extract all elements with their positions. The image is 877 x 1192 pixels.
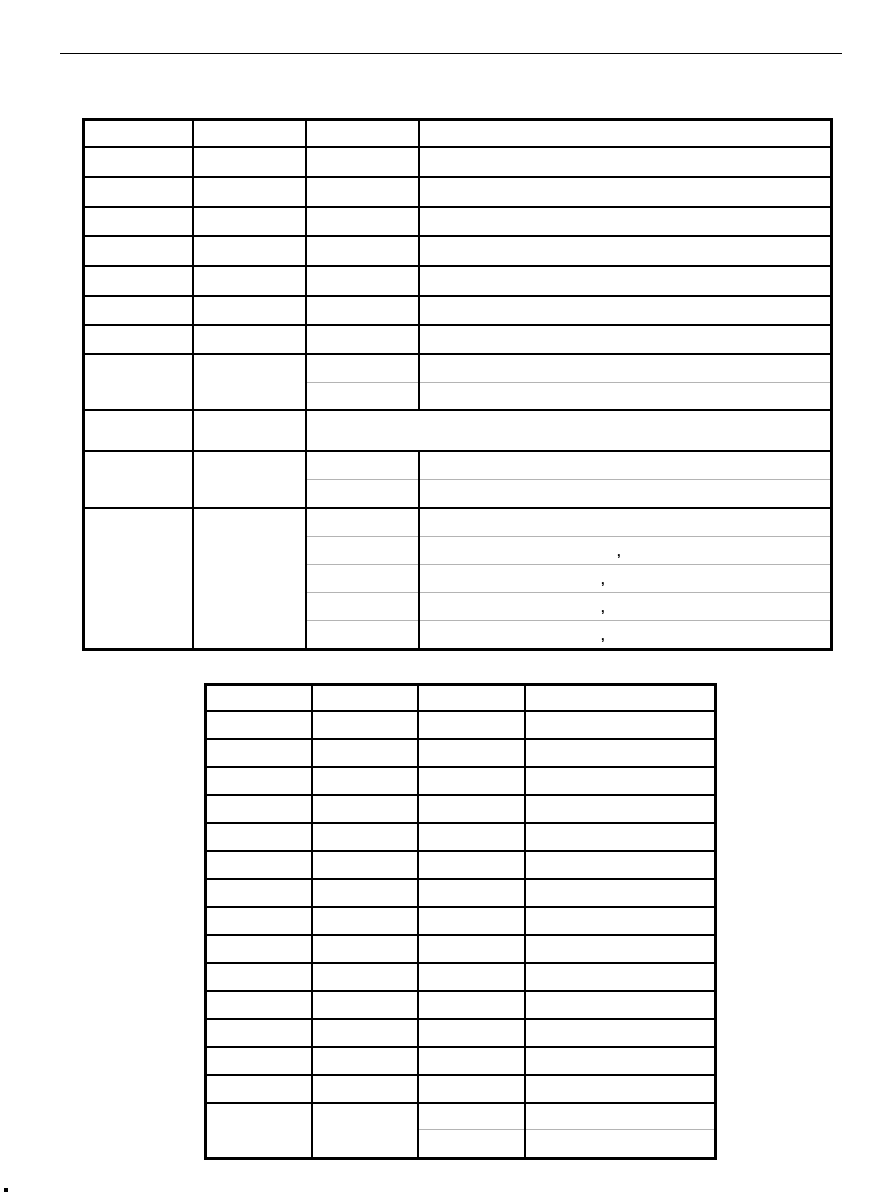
table-column-divider [192, 118, 194, 651]
table-row-divider [204, 850, 717, 852]
table-2-border [204, 683, 717, 1160]
table-subrow-divider [307, 382, 830, 383]
table-row-divider [82, 265, 833, 267]
table-subrow-divider [307, 536, 830, 537]
table-column-divider [418, 450, 420, 651]
table-row-divider [82, 409, 833, 411]
table-column-divider [305, 118, 307, 651]
table-subrow-divider [307, 479, 830, 480]
table-row-divider [204, 822, 717, 824]
table-row-divider [204, 1018, 717, 1020]
table-row-divider [204, 710, 717, 712]
table-row-divider [204, 906, 717, 908]
table-row-divider [82, 450, 833, 452]
table-row-divider [82, 146, 833, 148]
table-row-divider [204, 990, 717, 992]
table-row-divider [204, 1102, 717, 1104]
table-row-divider [82, 295, 833, 297]
header-rule [60, 53, 842, 54]
table-row-divider [204, 878, 717, 880]
table-subrow-divider [419, 1129, 714, 1130]
page-corner-mark [4, 1188, 8, 1192]
table-1-border [82, 118, 833, 651]
table-row-divider [82, 206, 833, 208]
table-row-divider [204, 1074, 717, 1076]
table-column-divider [417, 683, 419, 1160]
table-row-divider [204, 766, 717, 768]
table-column-divider [418, 118, 420, 410]
table-row-divider [82, 353, 833, 355]
cell-mark: , [601, 572, 605, 587]
table-subrow-divider [307, 592, 830, 593]
table-subrow-divider [307, 620, 830, 621]
table-row-divider [204, 1046, 717, 1048]
table-column-divider [524, 683, 526, 1160]
table-row-divider [82, 324, 833, 326]
cell-mark: , [601, 600, 605, 615]
table-row-divider [204, 738, 717, 740]
table-row-divider [204, 962, 717, 964]
table-row-divider [82, 176, 833, 178]
table-row-divider [82, 507, 833, 509]
cell-mark: , [617, 544, 621, 559]
table-row-divider [204, 934, 717, 936]
table-column-divider [311, 683, 313, 1160]
table-subrow-divider [307, 564, 830, 565]
table-row-divider [82, 235, 833, 237]
cell-mark: , [601, 628, 605, 643]
table-row-divider [204, 794, 717, 796]
